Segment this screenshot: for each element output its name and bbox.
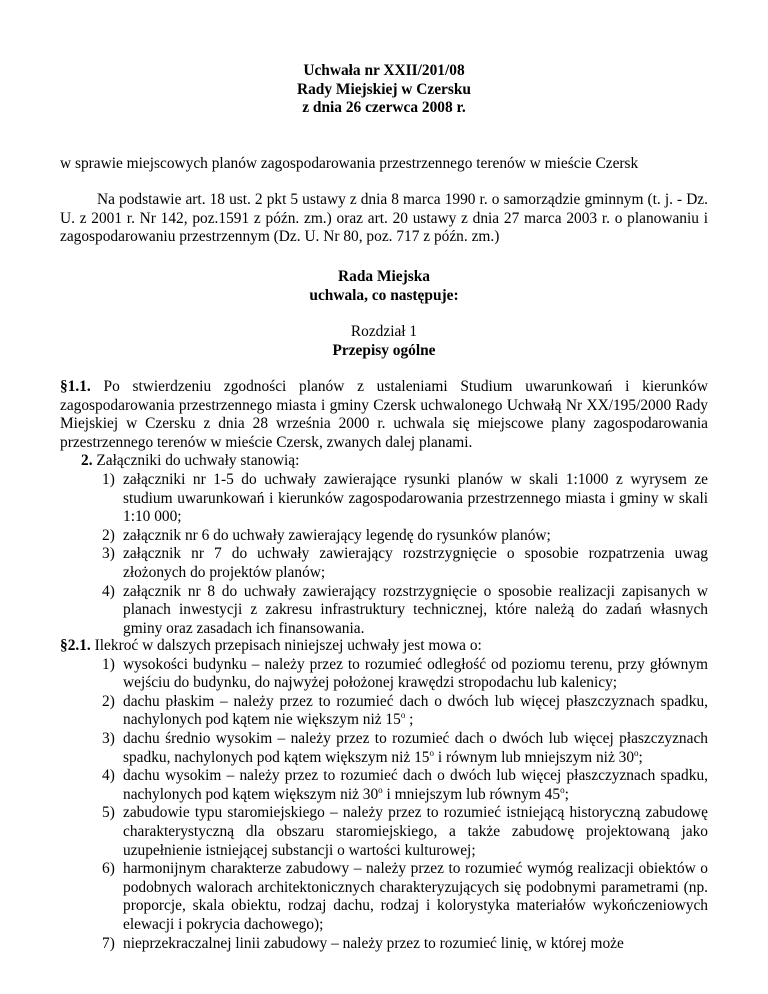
section-1-paragraph-1 (60, 378, 708, 452)
chapter-label: Rozdział 1 (350, 323, 418, 340)
header-line-3: z dnia 26 czerwca 2008 r. (302, 99, 466, 117)
resolution-subject: w sprawie miejscowych planów zagospodarowania przestrzennego terenów w mieście Czersk (60, 155, 639, 172)
section-2 (60, 637, 708, 953)
list-item: 3) załącznik nr 7 do uchwały zawierający rozstrzygnięcie o sposobie rozpatrzenia uwag złożonych do projektów planów; (102, 545, 708, 581)
list-item: 2) dachu płaskim – należy przez to rozumieć dach o dwóch lub więcej płaszczyznach spadku, nachylonych pod kątem nie większym niż 15$^o$ ; (102, 692, 708, 729)
resolution-header (60, 62, 708, 118)
list-item: 1) wysokości budynku – należy przez to rozumieć odległość od poziomu terenu, przy głównym wejściu do budynku, do najwyżej położonej krawędzi stropodachu lub kalenicy; (102, 655, 708, 692)
header-line-2: Rady Miejskiej w Czersku (297, 80, 471, 98)
resolution-line-1: Rada Miejska (338, 268, 430, 285)
section-2-mark: §2.1. (60, 637, 91, 654)
list-item: 2) załącznik nr 6 do uchwały zawierający legendę do rysunków planów; (102, 526, 551, 544)
section-1-paragraph-2 (60, 452, 708, 471)
paragraph-2-text: Załączniki do uchwały stanowią: (96, 452, 300, 470)
list-item: 6) harmonijnym charakterze zabudowy – należy przez to rozumieć wymóg realizacji obiektów o podobnych walorach architektonicznych charakteryzujących się podobnymi parametrami (np. proporcje, skala obiektu, rodzaj dachu, rodzaj i kolorystyka materiałów wykończeniowych elewacji i pokrycia dachowego); (102, 860, 708, 933)
section-1 (60, 378, 708, 638)
list-item: 5) zabudowie typu staromiejskiego – należy przez to rozumieć istniejącą historyczną zabudowę charakterystyczną dla obszaru staromiejskiego, a także zabudowę projektowaną jako uzupełnienie istniejącej substancji o wartości kulturowej; (102, 804, 708, 859)
paragraph-2-mark: 2. (81, 452, 93, 470)
list-item: 1) załączniki nr 1-5 do uchwały zawierające rysunki planów w skali 1:1000 z wyrysem ze studium uwarunkowań i kierunków zagospodarowania przestrzennego miasta i gminy w skali 1:10 000; (102, 470, 708, 526)
section-2-paragraph-1 (60, 637, 708, 656)
section-1-mark: §1.1. (60, 378, 91, 395)
attachments-list (60, 471, 708, 638)
chapter-heading (60, 323, 708, 360)
list-item: 4) dachu wysokim – należy przez to rozumieć dach o dwóch lub więcej płaszczyznach spadku, nachylonych pod kątem większym niż 30$^o$ i mniejszym lub równym 45$^o$; (102, 767, 708, 803)
resolution-statement (60, 268, 708, 305)
resolution-line-2: uchwala, co następuje: (309, 286, 459, 304)
section-2-text: Ilekroć w dalszych przepisach niniejszej uchwały jest mowa o: (94, 637, 482, 654)
definitions-list (60, 656, 708, 954)
list-item: 7) nieprzekraczalnej linii zabudowy – należy przez to rozumieć linię, w której może (102, 934, 624, 952)
chapter-title: Przepisy ogólne (332, 341, 436, 359)
header-line-1: Uchwała nr XXII/201/08 (303, 62, 465, 79)
legal-basis: Na podstawie art. 18 ust. 2 pkt 5 ustawy z dnia 8 marca 1990 r. o samorządzie gminnym (t. j. - Dz. U. z 2001 r. Nr 142, poz.1591 z późn. zm.) oraz art. 20 ustawy z dnia 27 marca 2003 r. o planowaniu i zagospodarowaniu przestrzennym (Dz. U. Nr 80, poz. 717 z późn. zm.) (60, 191, 708, 246)
list-item: 3) dachu średnio wysokim – należy przez to rozumieć dach o dwóch lub więcej płaszczyznach spadku, nachylonych pod kątem większym niż 15$^o$ i równym lub mniejszym niż 30$^o$; (102, 729, 708, 766)
list-item: 4) załącznik nr 8 do uchwały zawierający rozstrzygnięcie o sposobie realizacji zapisanych w planach inwestycji z zakresu infrastruktury technicznej, które należą do zadań własnych gminy oraz zasadach ich finansowania. (102, 582, 708, 637)
section-1-text: Po stwierdzeniu zgodności planów z ustaleniami Studium uwarunkowań i kierunków zagospodarowania przestrzennego miasta i gminy Czersk uchwalonego Uchwałą Nr XX/195/2000 Rady Miejskiej w Czersku z dnia 28 września 2000 r. uchwala się miejscowe plany zagospodarowania przestrzennego terenów w mieście Czersk, zwanych dalej planami. (60, 378, 708, 451)
